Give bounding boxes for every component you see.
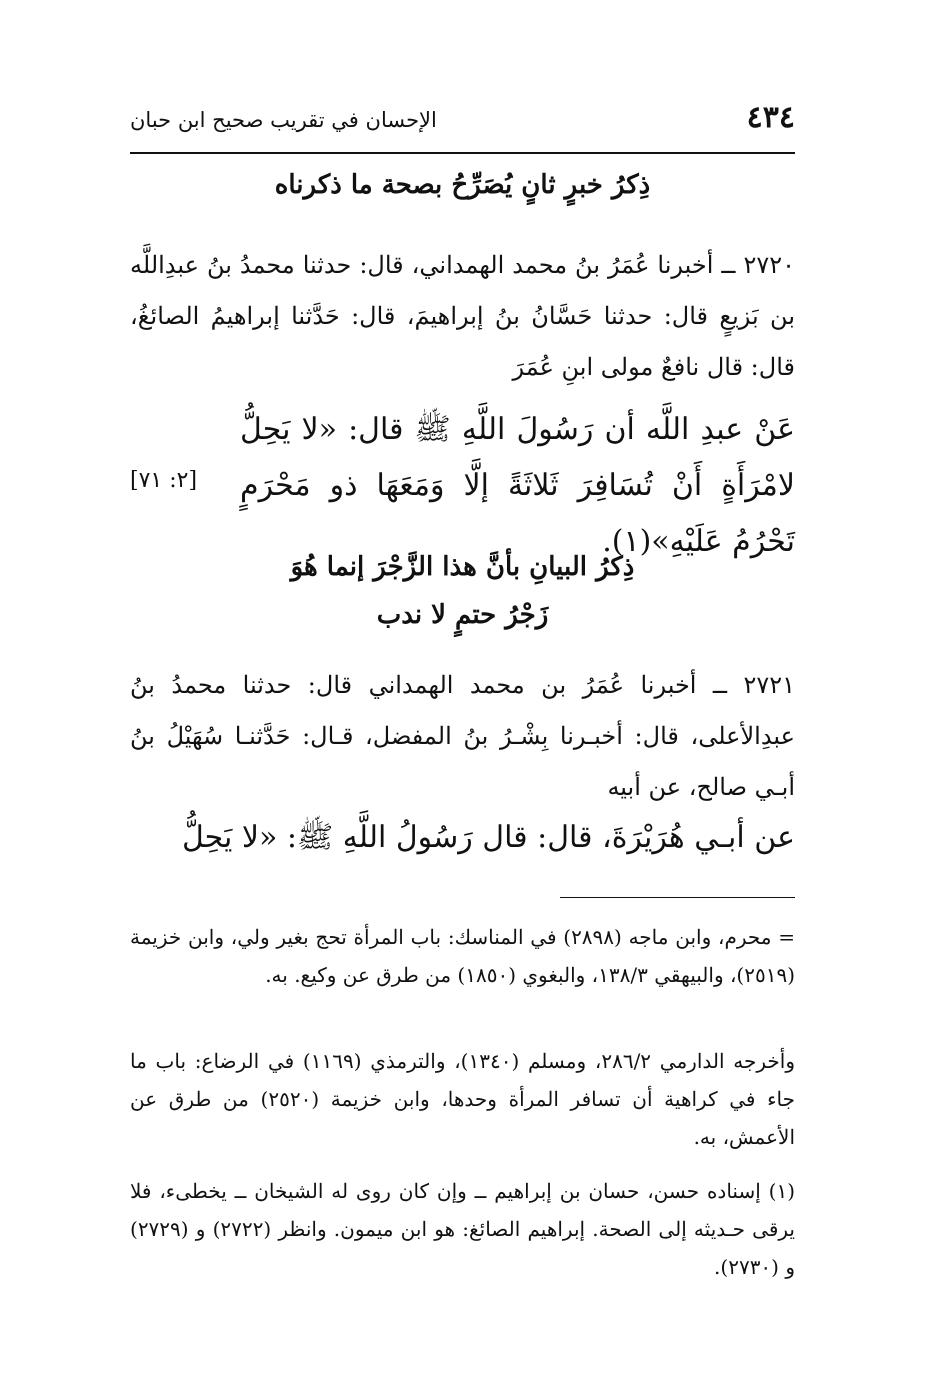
hadith-2720-reference: [٢: ٧١] (130, 468, 198, 493)
footnote-second: وأخرجه الدارمي ٢٨٦/٢، ومسلم (١٣٤٠)، والترمذي (١١٦٩) في الرضاع: باب ما جاء في كراهية أن تسافر المرأة وحدها، وابن خزيمة (٢٥٢٠) من طرق عن الأعمش، به. (130, 1049, 795, 1149)
hadith-2720-text: عَنْ عبدِ اللَّه أن رَسُولَ اللَّهِ ﷺ قال: «لا يَحِلُّ لامْرَأَةٍ أَنْ تُسَافِرَ ثَلاثَةً إلَّا وَمَعَهَا ذو مَحْرَمٍ تَحْرُمُ عَلَيْهِ»(١). (240, 412, 795, 559)
hadith-2721-matn: عن أبـي هُرَيْرَةَ، قال: قال رَسُولُ اللَّهِ ﷺ: «لا يَحِلُّ (181, 820, 795, 855)
hadith-2720-isnad: ٢٧٢٠ ــ أخبرنا عُمَرُ بنُ محمد الهمداني، قال: حدثنا محمدُ بنُ عبدِاللَّه بن بَزيعٍ قال: حدثنا حَسَّانُ بنُ إبراهيمَ، قال: حَدَّثنا إبراهيمُ الصائغُ، قال: قال نافعٌ مولى ابنِ عُمَرَ (130, 251, 795, 381)
section-heading-1: ذِكرُ خبرٍ ثانٍ يُصَرِّحُ بصحة ما ذكرناه (274, 170, 651, 200)
footnote-rule (560, 897, 795, 898)
header-rule (130, 152, 795, 154)
section-heading-2 (130, 543, 795, 639)
footnote-1: (١) إسناده حسن، حسان بن إبراهيم ــ وإن كان روى له الشيخان ــ يخطىء، فلا يرقى حـديثه إلى الصحة. إبراهيم الصائغ: هو ابن ميمون. وانظر (٢٧٢٢) و (٢٧٢٩) و (٢٧٣٠). (130, 1179, 795, 1279)
page-header (130, 100, 795, 144)
running-title: الإحسان في تقريب صحيح ابن حبان (130, 108, 437, 132)
hadith-2721-isnad: ٢٧٢١ ــ أخبرنا عُمَرُ بن محمد الهمداني قال: حدثنا محمدُ بنُ عبدِالأعلى، قال: أخبـرنا بِشْـرُ بنُ المفضل، قـال: حَدَّثنـا سُهَيْلُ بنُ أبـي صالح، عن أبيه (130, 671, 795, 801)
section-heading-2-line1: ذِكرُ البيانِ بأنَّ هذا الزَّجْرَ إنما هُوَ (290, 552, 635, 582)
page-number: ٤٣٤ (746, 100, 795, 135)
section-heading-2-line2: زَجْرُ حتمٍ لا ندب (376, 600, 549, 630)
footnote-continuation: = محرم، وابن ماجه (٢٨٩٨) في المناسك: باب المرأة تحج بغير ولي، وابن خزيمة (٢٥١٩)، والبيهقي ١٣٨/٣، والبغوي (١٨٥٠) من طرق عن وكيع. به. (130, 925, 795, 987)
